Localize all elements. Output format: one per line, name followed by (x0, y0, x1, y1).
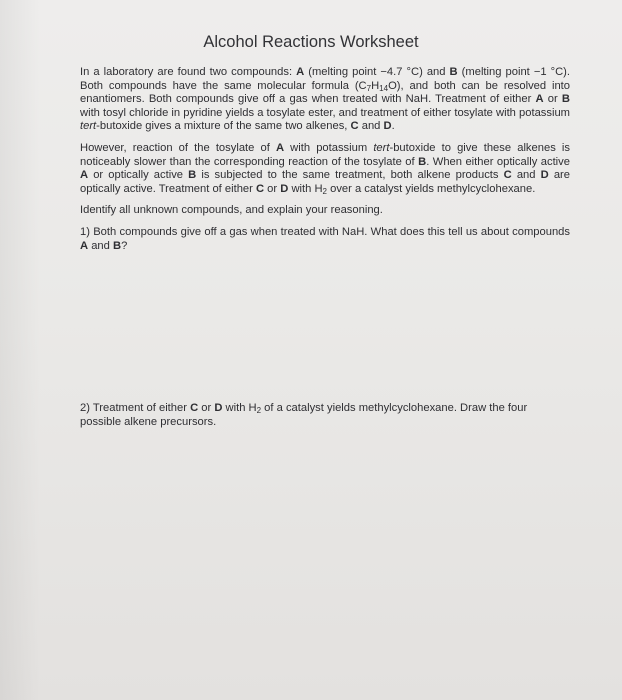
text-run: with H (222, 402, 257, 414)
text-run: H (371, 79, 380, 92)
text-run: or (198, 402, 215, 414)
page-title: Alcohol Reactions Worksheet (203, 33, 419, 51)
compound-label: C (190, 402, 199, 414)
text-run: is subjected to the same treatment, both alkene products (196, 169, 504, 182)
text-run: or optically active (88, 169, 189, 182)
page-shadow (0, 0, 40, 700)
text-run: However, reaction of the tosylate of (80, 141, 276, 154)
text-run: are optically active. Treatment of either (80, 169, 571, 195)
question-1 (80, 226, 570, 253)
text-run: or (264, 182, 281, 195)
compound-label: A (275, 141, 285, 154)
compound-label: A (80, 239, 89, 252)
compound-label: A (80, 169, 89, 182)
text-run: (melting point −4.7 °C) and (304, 66, 450, 78)
compound-label: A (296, 66, 305, 78)
paragraph-details (80, 142, 570, 196)
text-run: (melting point −1 °C). Both compounds have the same molecular formula (C (80, 66, 570, 92)
compound-label: C (255, 182, 265, 195)
text-run: and (88, 239, 113, 252)
subscript: 2 (322, 186, 327, 196)
compound-label: B (188, 169, 197, 182)
compound-label: D (383, 120, 392, 133)
compound-label: D (540, 169, 549, 182)
compound-label: B (449, 66, 458, 78)
text-run: O), and both can be resolved into enantiomers. Both compounds give off a gas when treated with NaH. Treatment of either (80, 79, 570, 106)
text-run: and (511, 169, 541, 182)
compound-label: C (503, 169, 512, 182)
text-run: with tosyl chloride in pyridine yields a tosylate ester, and treatment of either tosylate with potassium (80, 106, 571, 119)
text-run: with potassium (284, 141, 374, 154)
compound-label: B (561, 93, 570, 106)
text-run: In a laboratory are found two compounds: (80, 66, 297, 78)
compound-label: C (350, 120, 359, 133)
subscript: 14 (379, 83, 389, 93)
text-run: with H (288, 182, 323, 195)
compound-label: B (418, 155, 427, 168)
text-run: over a catalyst yields methylcyclohexane. (327, 182, 536, 195)
subscript: 2 (256, 406, 262, 415)
paragraph-intro (80, 66, 570, 134)
text-run: . When either optically active (426, 155, 570, 168)
compound-label: D (280, 182, 289, 195)
worksheet-body (80, 66, 570, 253)
text-run: or (543, 93, 562, 106)
compound-label: A (535, 93, 544, 106)
subscript: 7 (366, 83, 372, 93)
text-run: -butoxide gives a mixture of the same two alkenes, (96, 120, 351, 133)
text-run: -butoxide to give these alkenes is noticeably slower than the corresponding reaction of the tosylate of (80, 141, 570, 168)
compound-label: D (214, 402, 223, 414)
compound-label: B (112, 239, 122, 252)
text-run: of a catalyst yields methylcyclohexane. Draw the four possible alkene precursors. (80, 402, 528, 428)
text-run: and (358, 120, 384, 133)
italic-text: tert (373, 141, 390, 154)
text-run: ? (121, 239, 128, 252)
question-2 (80, 402, 560, 429)
text-run: . (391, 120, 395, 133)
text-run: 2) Treatment of either (80, 402, 191, 414)
italic-text: tert (80, 120, 97, 133)
paragraph-instruction: Identify all unknown compounds, and explain your reasoning. (80, 204, 383, 217)
text-run: 1) Both compounds give off a gas when treated with NaH. What does this tell us about compounds (80, 225, 570, 238)
